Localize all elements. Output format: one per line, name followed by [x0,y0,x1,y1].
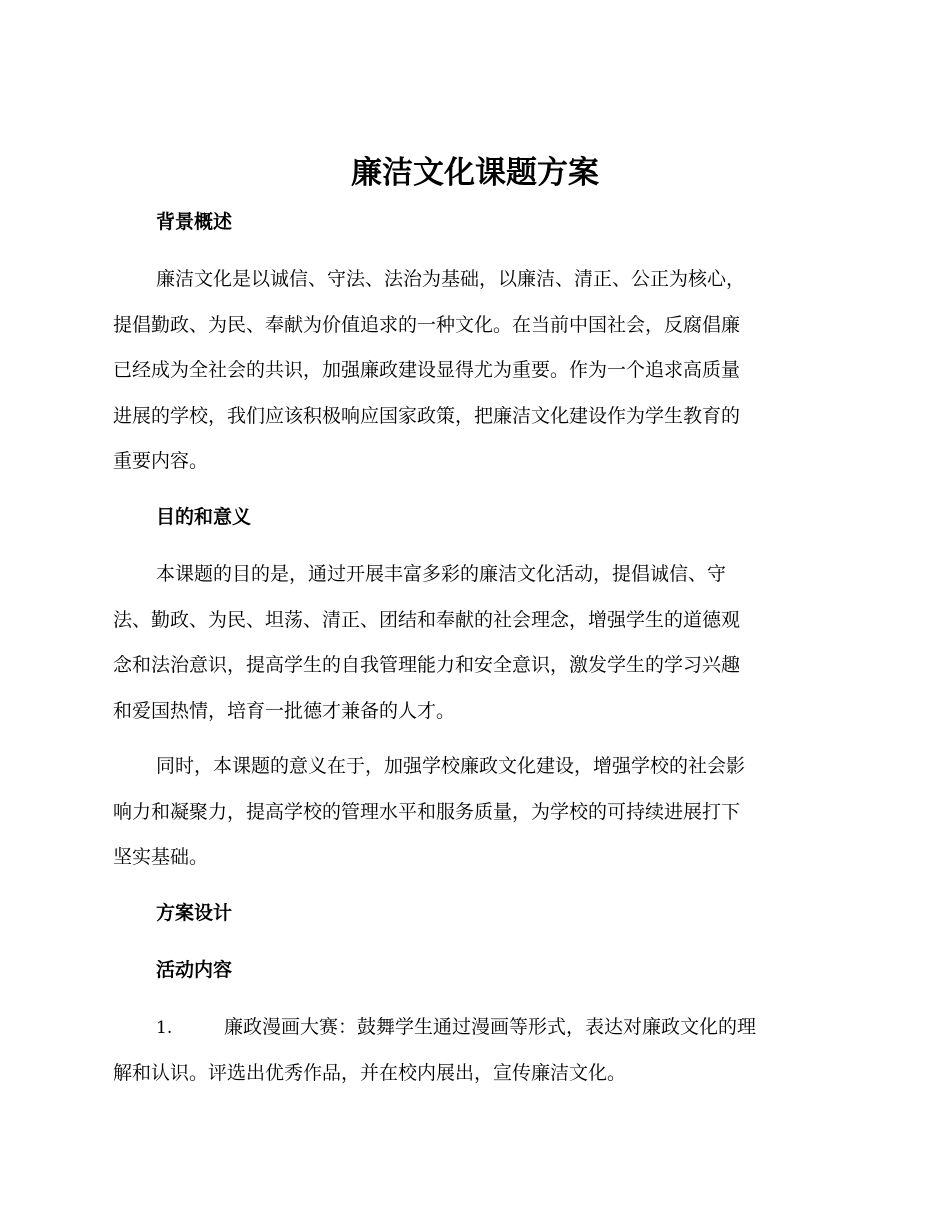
paragraph-line: 已经成为全社会的共识，加强廉政建设显得尤为重要。作为一个追求高质量 [113,359,741,381]
section-heading-background: 背景概述 [156,211,233,233]
paragraph-purpose-1 [113,552,838,734]
paragraph-line: 本课题的目的是，通过开展丰富多彩的廉洁文化活动，提倡诚信、守 [156,563,727,585]
list-item-activity-1 [113,1005,838,1096]
list-item-number: 1. [156,1018,173,1038]
paragraph-line: 法、勤政、为民、坦荡、清正、团结和奉献的社会理念，增强学生的道德观 [113,608,741,631]
paragraph-purpose-2 [113,744,838,881]
list-item-line [113,1005,838,1051]
section-heading-purpose: 目的和意义 [156,506,252,528]
paragraph-line: 坚实基础。 [113,846,209,868]
document-title: 廉洁文化课题方案 [351,155,599,191]
paragraph-line: 同时，本课题的意义在于，加强学校廉政文化建设，增强学校的社会影 [156,755,746,777]
paragraph-line: 廉洁文化是以诚信、守法、法治为基础，以廉洁、清正、公正为核心， [156,268,746,290]
list-item-text: 廉政漫画大赛：鼓舞学生通过漫画等形式，表达对廉政文化的理 [224,1016,757,1038]
paragraph-line: 和爱国热情，培育一批德才兼备的人才。 [113,699,456,722]
paragraph-line: 提倡勤政、为民、奉献为价值追求的一种文化。在当前中国社会，反腐倡廉 [113,313,741,336]
paragraph-line: 响力和凝聚力，提高学校的管理水平和服务质量，为学校的可持续进展打下 [113,800,741,823]
section-heading-activities: 活动内容 [156,959,233,981]
paragraph-background [113,257,838,485]
list-item-line: 解和认识。评选出优秀作品，并在校内展出，宣传廉洁文化。 [113,1061,627,1084]
section-heading-design: 方案设计 [156,902,233,924]
paragraph-line: 念和法治意识，提高学生的自我管理能力和安全意识，激发学生的学习兴趣 [113,654,741,676]
paragraph-line: 进展的学校，我们应该积极响应国家政策，把廉洁文化建设作为学生教育的 [113,404,741,427]
paragraph-line: 重要内容。 [113,450,209,472]
